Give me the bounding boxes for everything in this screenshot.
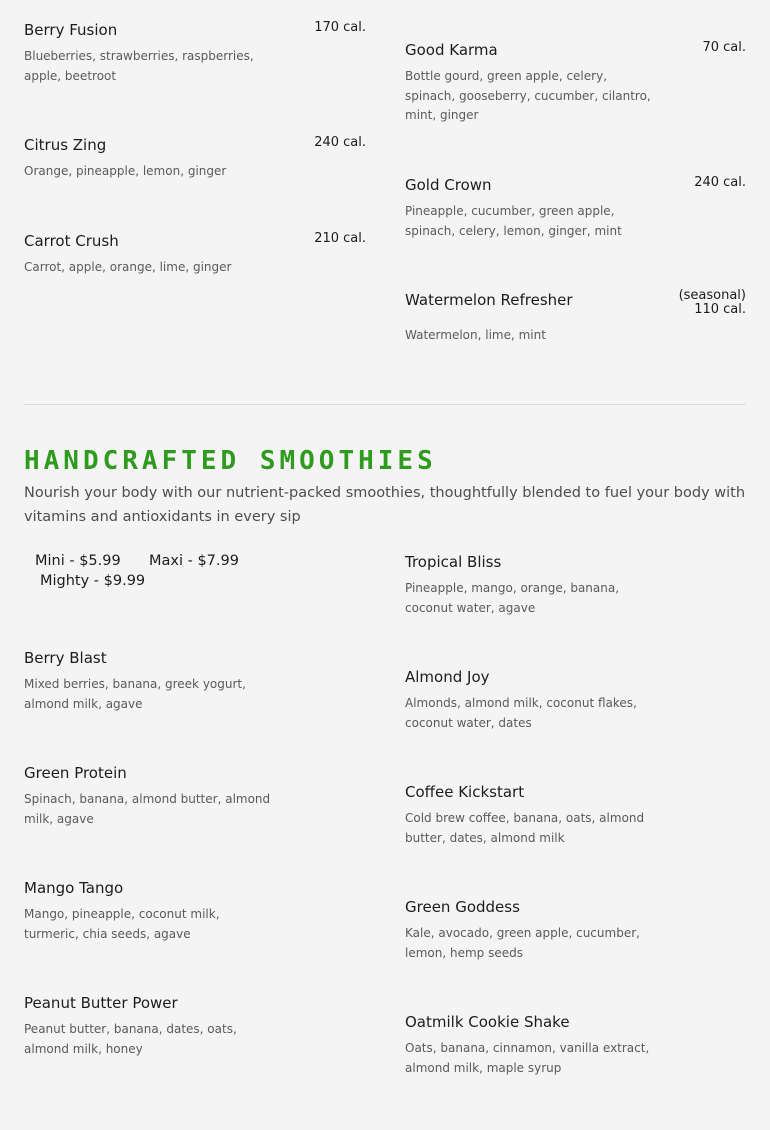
menu-item-oatmilk-cookie-shake [405, 1013, 649, 1078]
item-description: Mixed berries, banana, greek yogurt, almond milk, agave [24, 677, 246, 711]
menu-item-mango-tango [24, 879, 220, 944]
menu-item-coffee-kickstart [405, 783, 644, 848]
price-mini: Mini - $5.99 [35, 553, 121, 569]
menu-item-almond-joy [405, 668, 637, 733]
menu-item-peanut-butter-power [24, 994, 237, 1059]
section-subtitle: Nourish your body with our nutrient-packed smoothies, thoughtfully blended to fuel your body with vitamins and antioxidants in every sip [24, 485, 746, 525]
item-name: Berry Blast [24, 649, 107, 667]
item-description: Pineapple, cucumber, green apple, spinach, celery, lemon, ginger, mint [405, 204, 622, 238]
menu-item-green-goddess [405, 898, 640, 963]
item-name: Carrot Crush [24, 232, 119, 250]
item-name: Green Protein [24, 764, 127, 782]
menu-item-berry-blast [24, 649, 246, 714]
item-description: Cold brew coffee, banana, oats, almond butter, dates, almond milk [405, 811, 645, 845]
item-calories: 170 cal. [314, 20, 366, 35]
menu-item-green-protein [24, 764, 270, 829]
item-description: Carrot, apple, orange, lime, ginger [24, 260, 232, 274]
item-calories: (seasonal) 110 cal. [678, 288, 746, 317]
item-description: Orange, pineapple, lemon, ginger [24, 164, 227, 178]
item-name: Oatmilk Cookie Shake [405, 1013, 570, 1031]
item-calories: 70 cal. [702, 40, 746, 55]
menu-item-watermelon-refresher [405, 288, 746, 346]
item-calories: 240 cal. [694, 175, 746, 190]
price-maxi: Maxi - $7.99 [149, 553, 239, 569]
item-name: Watermelon Refresher [405, 291, 573, 309]
item-description: Mango, pineapple, coconut milk, turmeric, chia seeds, agave [24, 907, 220, 941]
item-description: Peanut butter, banana, dates, oats, almond milk, honey [24, 1022, 237, 1056]
menu-item-gold-crown [405, 176, 746, 241]
item-description: Blueberries, strawberries, raspberries, apple, beetroot [24, 49, 254, 83]
item-calories: 210 cal. [314, 231, 366, 246]
item-name: Good Karma [405, 41, 498, 59]
item-calories: 240 cal. [314, 135, 366, 150]
item-description: Oats, banana, cinnamon, vanilla extract, almond milk, maple syrup [405, 1041, 650, 1075]
item-name: Gold Crown [405, 176, 492, 194]
menu-item-berry-fusion [24, 21, 366, 86]
item-description: Kale, avocado, green apple, cucumber, lemon, hemp seeds [405, 926, 640, 960]
seasonal-note: (seasonal) [678, 288, 746, 303]
item-name: Citrus Zing [24, 136, 107, 154]
item-description: Watermelon, lime, mint [405, 328, 546, 342]
price-mighty: Mighty - $9.99 [40, 573, 146, 589]
item-description: Bottle gourd, green apple, celery, spinach, gooseberry, cucumber, cilantro, mint, ginger [405, 69, 651, 122]
item-description: Spinach, banana, almond butter, almond milk, agave [24, 792, 271, 826]
menu-item-citrus-zing [24, 136, 366, 182]
item-description: Almonds, almond milk, coconut flakes, coconut water, dates [405, 696, 637, 730]
item-description: Pineapple, mango, orange, banana, coconut water, agave [405, 581, 620, 615]
item-name: Mango Tango [24, 879, 124, 897]
section-divider [24, 404, 746, 405]
item-name: Tropical Bliss [405, 553, 502, 571]
menu-item-tropical-bliss [405, 553, 619, 618]
menu-item-good-karma [405, 41, 746, 126]
item-name: Almond Joy [405, 668, 490, 686]
section-title: HANDCRAFTED SMOOTHIES [24, 446, 437, 476]
menu-item-carrot-crush [24, 232, 366, 278]
item-name: Coffee Kickstart [405, 783, 525, 801]
item-name: Berry Fusion [24, 21, 118, 39]
item-name: Green Goddess [405, 898, 520, 916]
item-name: Peanut Butter Power [24, 994, 178, 1012]
